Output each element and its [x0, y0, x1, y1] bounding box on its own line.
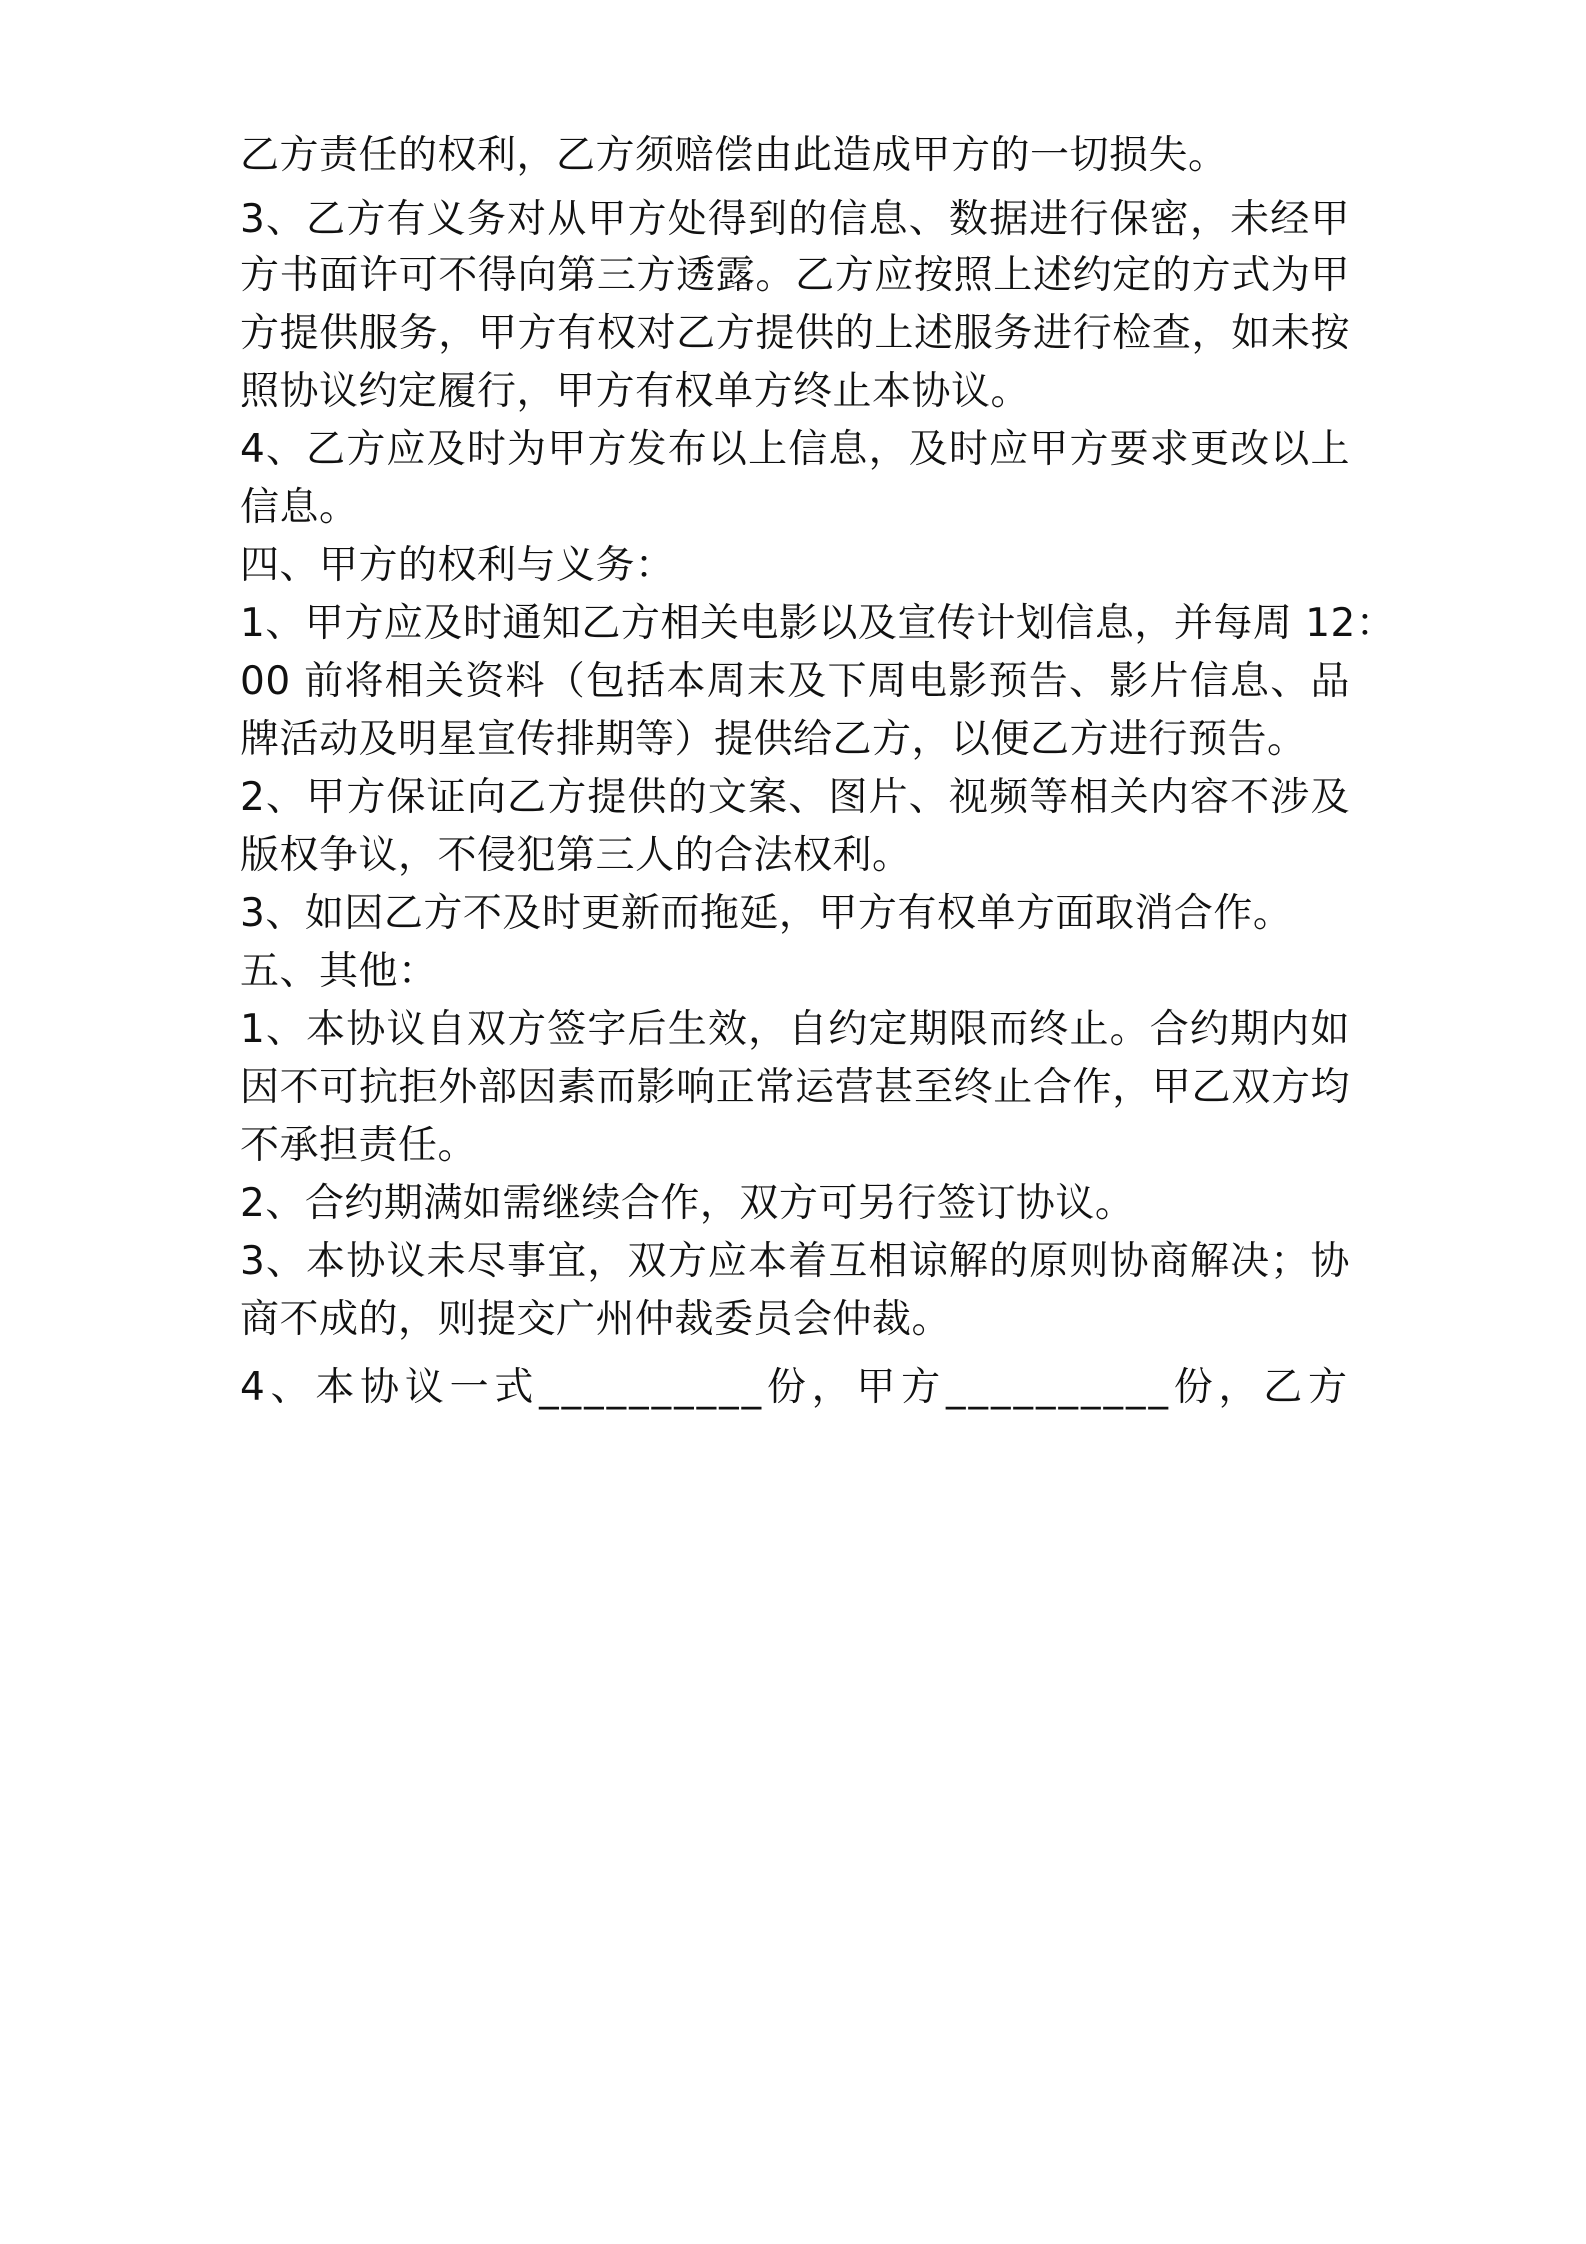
text-line: 2、合约期满如需继续合作，双方可另行签订协议。: [240, 1181, 1135, 1226]
text-line: 信息。: [240, 485, 359, 530]
text-line: 1、甲方应及时通知乙方相关电影以及宣传计划信息，并每周 12：: [240, 601, 1396, 646]
text-line: 方提供服务，甲方有权对乙方提供的上述服务进行检查，如未按: [240, 311, 1350, 356]
text-line: 方书面许可不得向第三方透露。乙方应按照上述约定的方式为甲: [240, 253, 1350, 298]
text-line: 3、乙方有义务对从甲方处得到的信息、数据进行保密，未经甲: [240, 197, 1350, 242]
text-line: 版权争议，不侵犯第三人的合法权利。: [240, 833, 912, 878]
text-line: 3、如因乙方不及时更新而拖延，甲方有权单方面取消合作。: [240, 891, 1293, 936]
text-line: 00 前将相关资料（包括本周末及下周电影预告、影片信息、品: [240, 659, 1350, 704]
text-line: 照协议约定履行，甲方有权单方终止本协议。: [240, 369, 1031, 414]
text-line: 牌活动及明星宣传排期等）提供给乙方，以便乙方进行预告。: [240, 717, 1307, 762]
text-line: 1、本协议自双方签字后生效，自约定期限而终止。合约期内如: [240, 1007, 1350, 1052]
text-line: 2、甲方保证向乙方提供的文案、图片、视频等相关内容不涉及: [240, 775, 1350, 820]
text-line: 不承担责任。: [240, 1123, 478, 1168]
text-line: 因不可抗拒外部因素而影响正常运营甚至终止合作，甲乙双方均: [240, 1065, 1350, 1110]
section-heading: 四、甲方的权利与义务：: [240, 543, 675, 588]
text-line: 乙方责任的权利，乙方须赔偿由此造成甲方的一切损失。: [240, 133, 1228, 178]
text-line: 3、本协议未尽事宜，双方应本着互相谅解的原则协商解决；协: [240, 1239, 1350, 1284]
section-heading: 五、其他：: [240, 949, 438, 994]
text-line: 4、乙方应及时为甲方发布以上信息，及时应甲方要求更改以上: [240, 427, 1350, 472]
text-line: 商不成的，则提交广州仲裁委员会仲裁。: [240, 1297, 952, 1342]
text-line: 4、本协议一式__________份，甲方__________份，乙方: [240, 1365, 1350, 1410]
